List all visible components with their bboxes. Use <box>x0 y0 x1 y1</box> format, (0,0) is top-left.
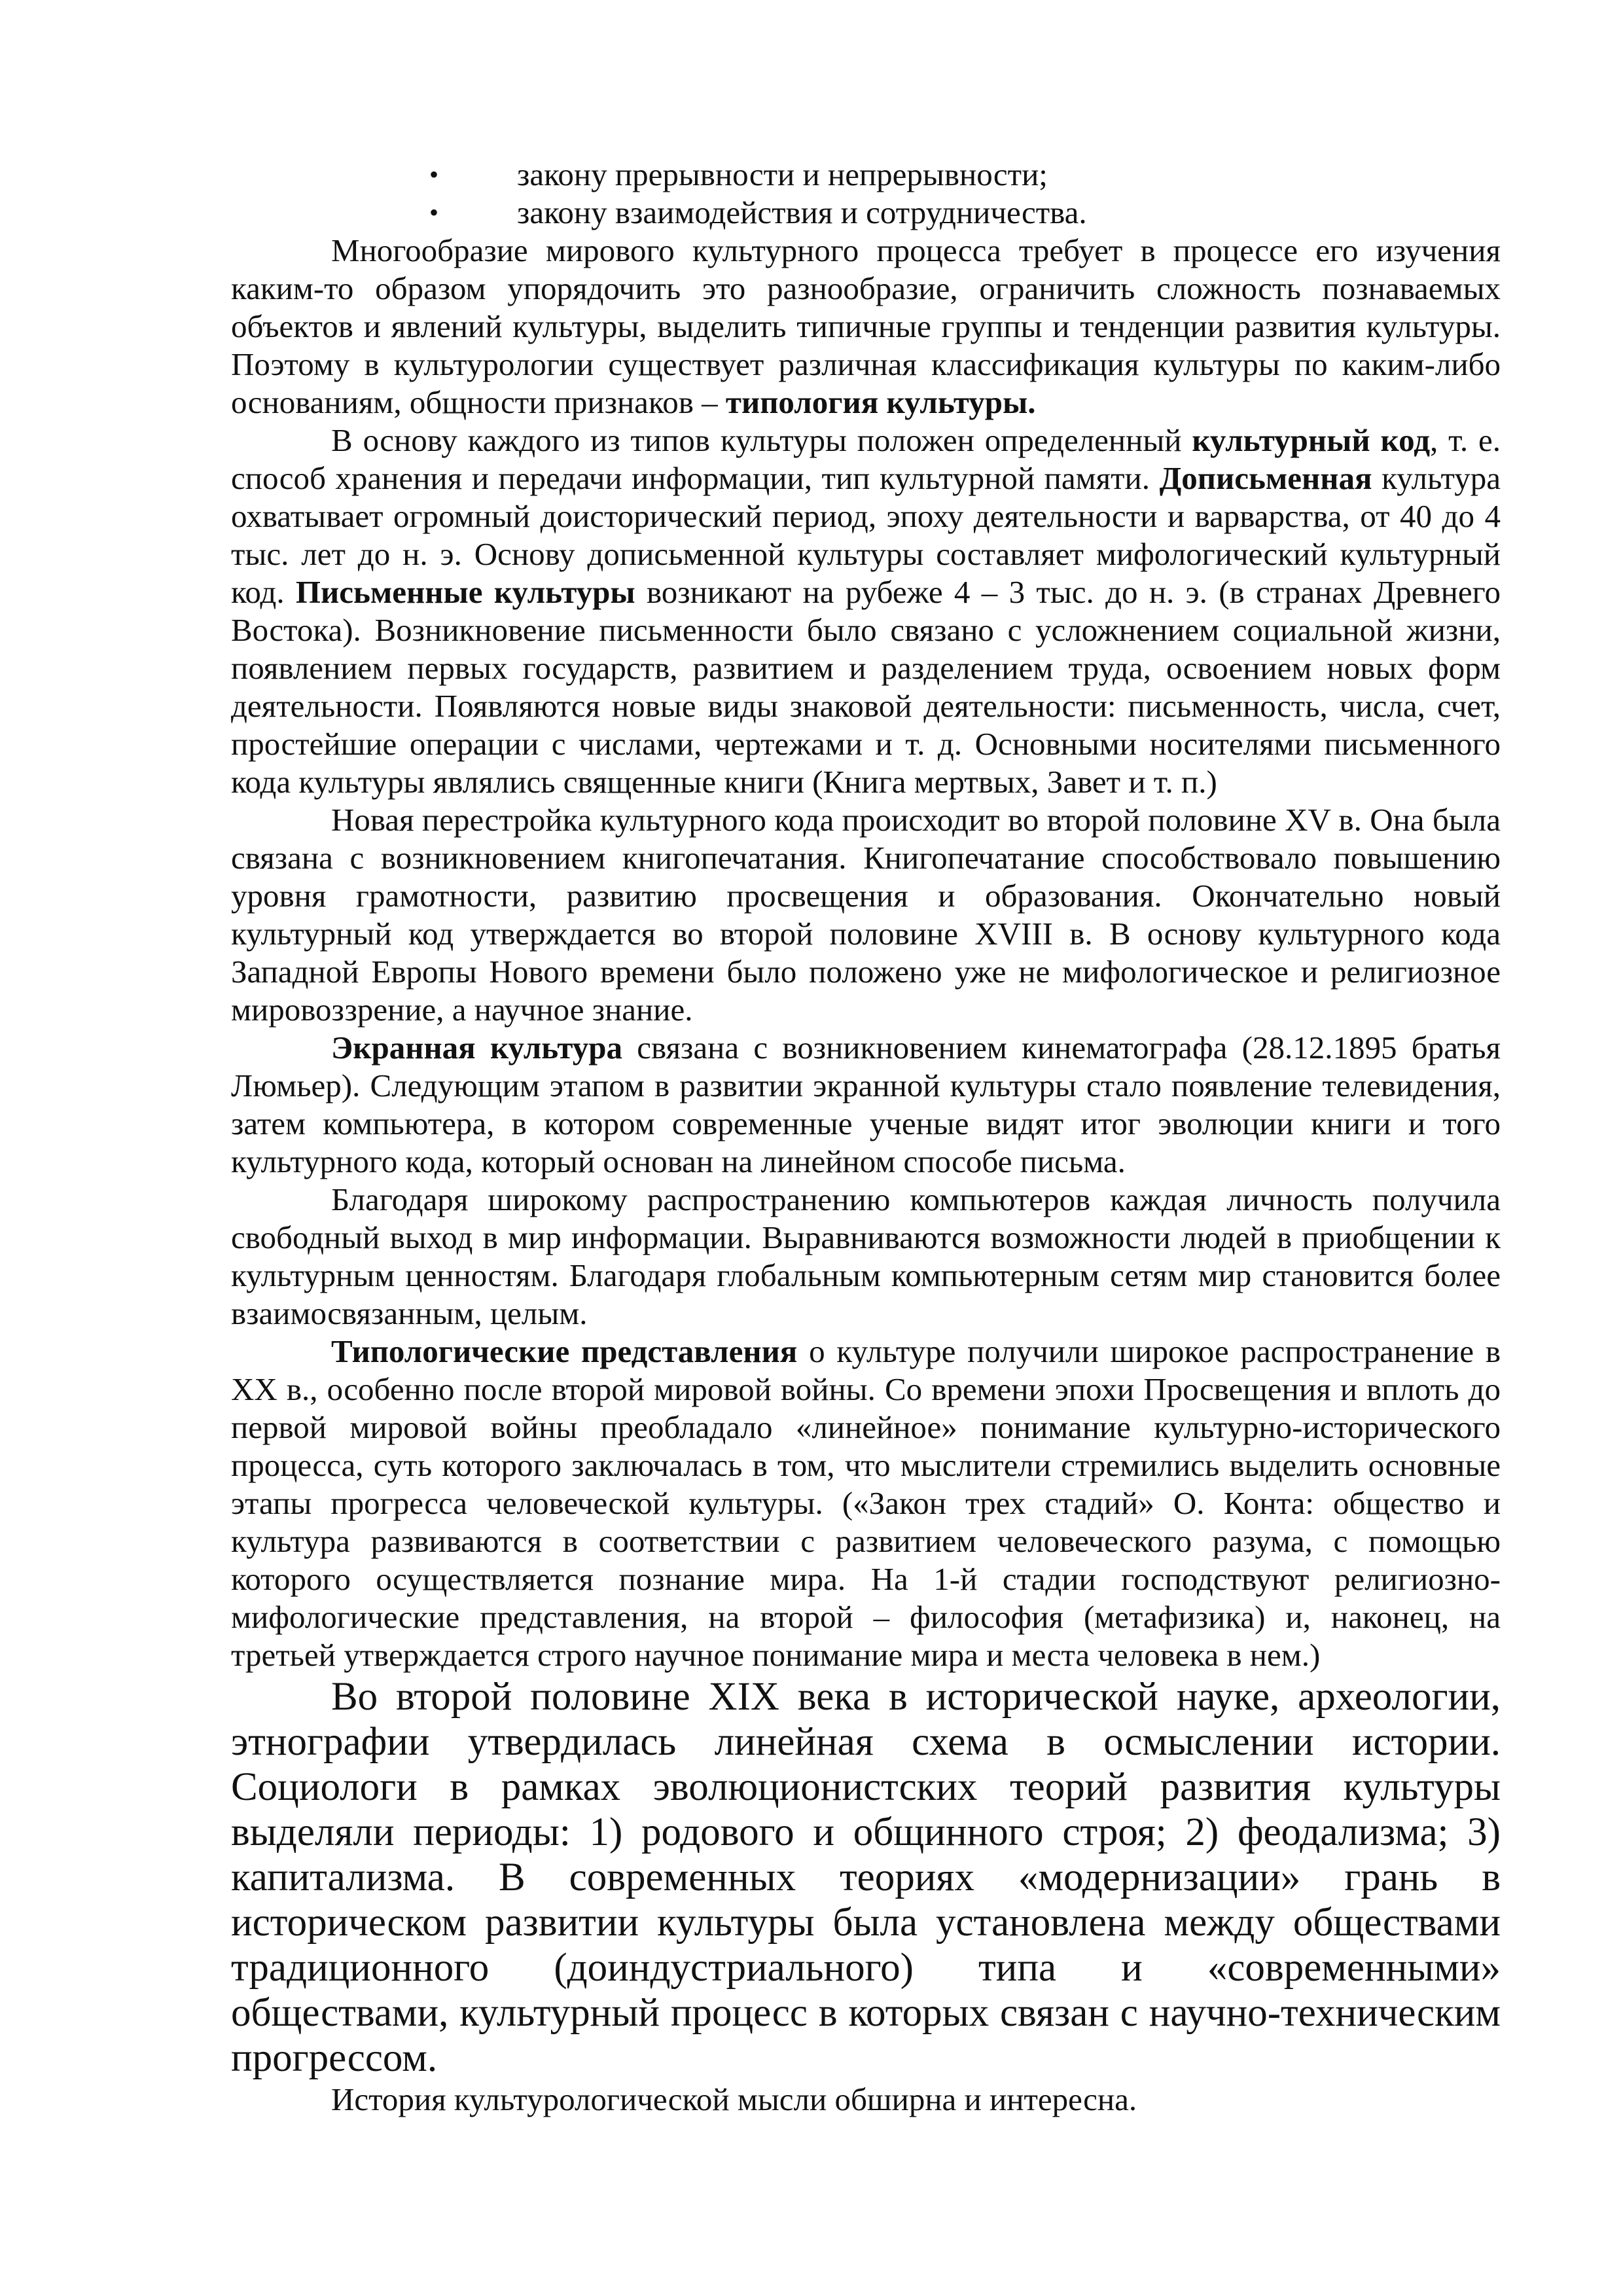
term-cultural-code: культурный код <box>1192 422 1430 458</box>
list-item-text: закону взаимодействия и сотрудничества. <box>517 194 1087 230</box>
paragraph-typology: Многообразие мирового культурного процесса требует в процессе его изучения каким-то образом упорядочить это разнообразие, ограничить сложность познаваемых объектов и явлений культуры, выделить типичные группы и тенденции развития культуры. Поэтому в культурологии существует различная классификация культуры по каким-либо основаниям, общности признаков – типология культуры. <box>231 232 1501 420</box>
term-written-cultures: Письменные культуры <box>295 574 635 610</box>
list-item <box>231 156 1501 194</box>
list-item-text: закону прерывности и непрерывности; <box>517 156 1048 192</box>
paragraph-screen-culture: Экранная культура связана с возникновением кинематографа (28.12.1895 братья Люмьер). Следующим этапом в развитии экранной культуры стало появление телевидения, затем компьютера, в котором современные ученые видят итог эволюции книги и того культурного кода, который основан на линейном способе письма. <box>231 1030 1501 1179</box>
term-prewritten: Дописьменная <box>1159 460 1372 496</box>
term-typology: типология культуры. <box>725 384 1036 420</box>
paragraph-computers: Благодаря широкому распространению компьютеров каждая личность получила свободный выход в мир информации. Выравниваются возможности людей в приобщении к культурным ценностям. Благодаря глобальным компьютерным сетям мир становится более взаимосвязанным, целым. <box>231 1181 1501 1331</box>
bullet-list <box>231 156 1501 232</box>
term-typological-views: Типологические представления <box>331 1333 798 1369</box>
list-item <box>231 194 1501 232</box>
term-screen-culture: Экранная культура <box>331 1030 622 1066</box>
paragraph-typological-views: Типологические представления о культуре получили широкое распространение в XX в., особенно после второй мировой войны. Со времени эпохи Просвещения и вплоть до первой мировой войны преобладало «линейное» понимание культурно-исторического процесса, суть которого заключалась в том, что мыслители стремились выделить основные этапы прогресса человеческой культуры. («Закон трех стадий» О. Конта: общество и культура развиваются в соответствии с развитием человеческого разума, с помощью которого осуществляется познание мира. На 1-й стадии господствуют религиозно-мифологические представления, на второй – философия (метафизика) и, наконец, на третьей утверждается строго научное понимание мира и места человека в нем.) <box>231 1333 1501 1673</box>
paragraph-linear-scheme: Во второй половине XIX века в исторической науке, археологии, этнографии утвердилась линейная схема в осмыслении истории. Социологи в рамках эволюционистских теорий развития культуры выделяли периоды: 1) родового и общинного строя; 2) феодализма; 3) капитализма. В современных теориях «модернизации» грань в историческом развитии культуры была установлена между обществами традиционного (доиндустриального) типа и «современными» обществами, культурный процесс в которых связан с научно-техническим прогрессом. <box>231 1675 1501 2080</box>
paragraph-closing: История культурологической мысли обширна и интересна. <box>331 2081 1137 2117</box>
paragraph-cultural-code: В основу каждого из типов культуры положен определенный культурный код, т. е. способ хранения и передачи информации, тип культурной памяти. Дописьменная культура охватывает огромный доисторический период, эпоху деятельности и варварства, от 40 до 4 тыс. лет до н. э. Основу дописьменной культуры составляет мифологический культурный код. Письменные культуры возникают на рубеже 4 – 3 тыс. до н. э. (в странах Древнего Востока). Возникновение письменности было связано с усложнением социальной жизни, появлением первых государств, развитием и разделением труда, освоением новых форм деятельности. Появляются новые виды знаковой деятельности: письменность, числа, счет, простейшие операции с числами, чертежами и т. д. Основными носителями письменного кода культуры являлись священные книги (Книга мертвых, Завет и т. п.) <box>231 422 1501 800</box>
document-page <box>231 156 1501 2119</box>
paragraph-printing: Новая перестройка культурного кода происходит во второй половине XV в. Она была связана с возникновением книгопечатания. Книгопечатание способствовало повышению уровня грамотности, развитию просвещения и образования. Окончательно новый культурный код утверждается во второй половине XVIII в. В основу культурного кода Западной Европы Нового времени было положено уже не мифологическое и религиозное мировоззрение, а научное знание. <box>231 802 1501 1028</box>
bullet-icon: • <box>429 160 439 189</box>
bullet-icon: • <box>429 198 439 227</box>
